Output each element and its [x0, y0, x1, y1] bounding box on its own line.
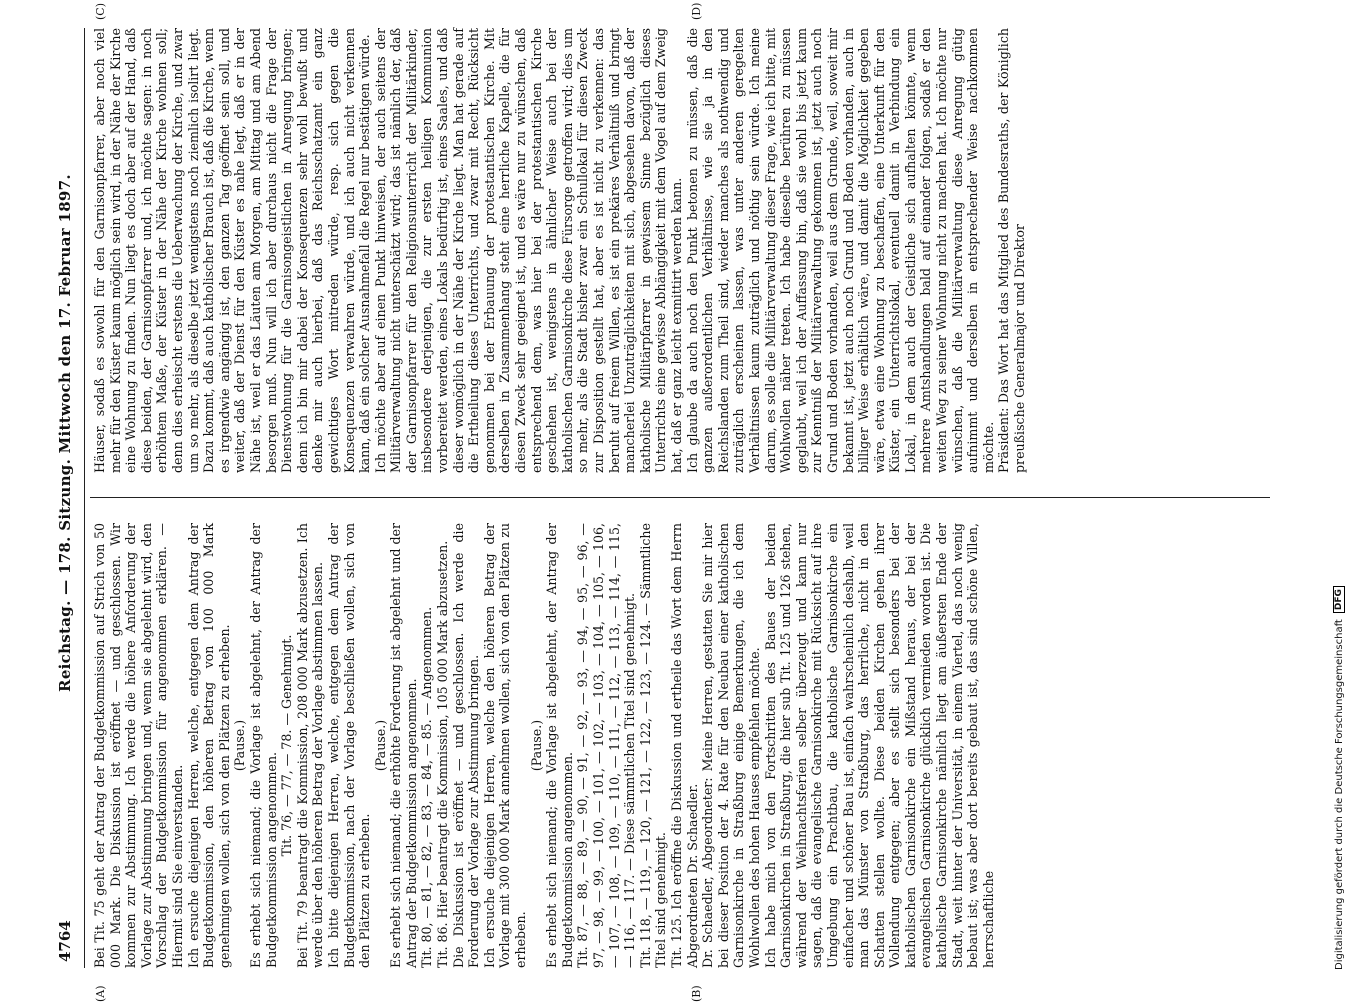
pause-note: (Pause.) — [372, 719, 388, 772]
paragraph: Es erhebt sich niemand; die Vorlage ist abgelehnt, der Antrag der Budgetkommission angenommen. — [247, 523, 279, 968]
speech-paragraph: Ich möchte aber auf einen Punkt hinweisen, der auch seitens der Militärverwaltung nicht unterschätzt wird; das ist nämlich der, daß der Garnisonpfarrer für den Religionsunterricht der Militärkinder, insbesondere derjenigen, die zur ersten heiligen Kommunion vorbereitet werden, eines Lokals bedürftig ist, eines Saales, und daß dieser womöglich in der Nähe der Kirche liegt. Man hat gerade auf die Ertheilung dieses Unterrichts, und zwar mit Recht, Rücksicht genommen bei der Erbauung der protestantischen Kirche. Mit derselben in Zusammenhang steht eine herrliche Kapelle, die für diesen Zweck sehr geeignet ist, und es wäre nur zu wünschen, daß entsprechend dem, was hier bei der protestantischen Kirche geschehen ist, wenigstens in ähnlicher Weise auch bei der katholischen Garnisonkirche diese Fürsorge getroffen wird; dies um so mehr, als die Stadt bisher zwar ein Schullokal für diesen Zweck zur Disposition gestellt hat, aber es ist nicht zu verkennen: das beruht auf freiem Willen, es ist ein prekäres Verhältniß und bringt mancherlei Unzuträglichkeiten mit sich, abgesehen davon, daß der katholische Militärpfarrer in gewissem Sinne bezüglich dieses Unterrichts eine gewisse Abhängigkeit mit dem Vogel auf dem Zweig hat, daß er ganz leicht exmittirt werden kann. — [372, 28, 684, 473]
digitization-note — [1327, 10, 1351, 990]
page-number: 4764 — [56, 920, 74, 962]
pause-note: (Pause.) — [232, 719, 248, 772]
column-divider — [90, 497, 1270, 498]
running-title: Reichstag. — 178. Sitzung. Mittwoch den 17. Februar 1897. — [56, 174, 74, 692]
margin-marker-d: (D) — [690, 2, 703, 20]
left-column — [92, 523, 996, 968]
right-column — [92, 28, 1028, 473]
paragraph: Tit. 76, — 77, — 78. — Genehmigt. — [279, 634, 295, 857]
digitization-credit: Digitalisierung gefördert durch die Deutsche Forschungsgemeinschaft — [1333, 619, 1345, 970]
paragraph: Bei Tit. 75 geht der Antrag der Budgetkommission auf Strich von 50 000 Mark. Die Diskussion ist eröffnet — und geschlossen. Wir kommen zur Abstimmung. Ich werde die höhere Anforderung der Vorlage zur Abstimmung bringen und, wenn sie abgelehnt wird, den Vorschlag der Budgetkommission für angenommen erklären. — Hiermit sind Sie einverstanden. — [92, 523, 185, 968]
margin-marker-c: (C) — [94, 3, 107, 20]
margin-marker-b: (B) — [690, 985, 703, 1002]
header-rule — [84, 28, 85, 968]
paragraph: Es erhebt sich niemand; die Vorlage ist abgelehnt, der Antrag der Budgetkommission angenommen. — [544, 523, 575, 968]
president-paragraph: Präsident: Das Wort hat das Mitglied des Bundesraths, der Königlich preußische Generalmajor und Direktor — [996, 28, 1028, 473]
paragraph: Ich ersuche diejenigen Herren, welche, entgegen dem Antrag der Budgetkommission, den höheren Betrag von 100 000 Mark genehmigen wollen, sich von den Plätzen zu erheben. — [185, 523, 232, 968]
paragraph: Tit. 80, — 81, — 82, — 83, — 84, — 85. — Angenommen. — [419, 606, 435, 968]
pause-note: (Pause.) — [528, 719, 544, 772]
margin-marker-a: (A) — [94, 985, 107, 1002]
paragraph: Ich ersuche diejenigen Herren, welche den höheren Betrag der Vorlage mit 300 000 Mark annehmen wollen, sich von den Plätzen zu erheben. — [481, 523, 529, 968]
paragraph: Ich bitte diejenigen Herren, welche, entgegen dem Antrag der Budgetkommission, nach der Vorlage beschließen wollen, sich von den Plätzen zu erheben. — [325, 523, 373, 968]
paragraph: Es erhebt sich niemand; die erhöhte Forderung ist abgelehnt und der Antrag der Budgetkommission angenommen. — [388, 523, 419, 968]
paragraph: Bei Tit. 79 beantragt die Kommission, 208 000 Mark abzusetzen. Ich werde über den höheren Betrag der Vorlage abstimmen lassen. — [294, 523, 326, 968]
speech-paragraph: Ich glaube da auch noch den Punkt betonen zu müssen, daß die ganzen außerordentlichen Verhältnisse, wie sie ja in den Reichslanden zum Theil sind, wieder manches als nothwendig und zuträglich erscheinen lassen, was unter anderen geregelten Verhältnissen kaum zuträglich und nöthig sein würde. Ich meine darum, es solle die Militärverwaltung dieser Frage, wie ich bitte, mit Wohlwollen näher treten. Ich habe dieselbe berühren zu müssen geglaubt, weil ich der Auffassung bin, daß sie wohl bis jetzt kaum zur Kenntniß der Militärverwaltung gekommen ist, jetzt auch noch Grund und Boden vorhanden, weil aus dem Grunde, weil, soweit mir bekannt ist, jetzt auch noch Grund und Boden vorhanden, auch in billiger Weise erhältlich wäre, und damit die Möglichkeit gegeben wäre, etwa eine Wohnung zu beschaffen, eine Unterkunft für den Küster, ein Unterrichtslokal, eventuell damit in Verbindung ein Lokal, in dem auch der Geistliche sich aufhalten könnte, wenn mehrere Amtshandlungen bald auf einander folgen, sodaß er den weiten Weg zu seiner Wohnung nicht zu machen hat. Ich möchte nur wünschen, daß die Militärverwaltung diese Anregung gütig aufnimmt und derselben in entsprechender Weise nachkommen möchte. — [684, 28, 996, 473]
page-header — [50, 28, 84, 968]
paragraph: Tit. 125. Ich eröffne die Diskussion und ertheile das Wort dem Herrn Abgeordneten Dr. Schaedler. — [668, 523, 700, 968]
paragraph: Tit. 118, — 119, — 120, — 121, — 122, — 123, — 124. — Sämmtliche Titel sind genehmigt. — [637, 523, 669, 968]
paragraph: Die Diskussion ist eröffnet — und geschlossen. Ich werde die Forderung der Vorlage zur Abstimmung bringen. — [450, 523, 482, 968]
speech-paragraph: Dr. Schaedler, Abgeordneter: Meine Herren, gestatten Sie mir hier bei dieser Position der 4. Rate für den Neubau einer katholischen Garnisonkirche in Straßburg einige Bemerkungen, die ich dem Wohlwollen des hohen Hauses empfehlen möchte. — [700, 523, 762, 968]
rotated-content — [50, 2, 1280, 1002]
speech-paragraph: Ich habe mich von den Fortschritten des Baues der beiden Garnisonkirchen in Straßburg, die hier sub Tit. 125 und 126 stehen, während der Weihnachtsferien selber überzeugt und kann nur sagen, daß die evangelische Garnisonkirche mit Rücksicht auf ihre Umgebung ein Prachtbau, die katholische Garnisonkirche ein einfacher und schöner Bau ist, einfach wahrscheinlich deshalb, weil man das Münster von Straßburg, das herrliche, nicht in den Schatten stellen wollte. Diese beiden Kirchen gehen ihrer Vollendung entgegen; aber es stellt sich besonders bei der katholischen Garnisonkirche ein Mißstand heraus, der bei der evangelischen Garnisonkirche glücklich vermieden worden ist. Die katholische Garnisonkirche nämlich liegt am äußersten Ende der Stadt, weit hinter der Universität, in einem Viertel, das noch wenig bebaut ist; was aber dort bereits gebaut ist, das sind schöne Villen, herrschaftliche — [762, 523, 996, 968]
paragraph: Tit. 87, — 88, — 89, — 90, — 91, — 92, — 93, — 94, — 95, — 96, — 97, — 98, — 99, — 100, — 101, — 102, — 103, — 104, — 105, — 106, — 107, — 108, — 109, — 110, — 111, — 112, — 113, — 114, — 115, — 116, — 117. — Diese sämmtlichen Titel sind genehmigt. — [575, 523, 638, 968]
speech-paragraph: Häuser, sodaß es sowohl für den Garnisonpfarrer, aber noch viel mehr für den Küster kaum möglich sein wird, in der Nähe der Kirche eine Wohnung zu finden. Nun liegt es doch aber auf der Hand, daß diese beiden, der Garnisonpfarrer und, ich möchte sagen: in noch erhöhtem Maße, der Küster in der Nähe der Kirche wohnen soll; denn dies erheischt erstens die Ueberwachung der Kirche, und zwar um so mehr, als dieselbe jetzt wenigstens noch ziemlich isolirt liegt. Dazu kommt, daß auch katholischer Brauch ist, daß die Kirche, wenn es irgendwie angängig ist, den ganzen Tag geöffnet sein soll, und weiter, daß der Dienst für den Küster es nahe legt, daß er in der Nähe ist, weil er das Läuten am Morgen, am Mittag und am Abend besorgen muß. Nun will ich aber durchaus nicht die Frage der Dienstwohnung für die Garnisongeistlichen in Anregung bringen; denn ich bin mir dabei der Konsequenzen sehr wohl bewußt und denke mir auch hierbei, daß das Reichsschatzamt ein ganz gewichtiges Wort mitreden würde, resp. sich gegen die Konsequenzen verwahren würde, und ich auch nicht verkennen kann, daß ein solcher Ausnahmefall die Regel nur bestätigen würde. — [92, 28, 373, 473]
paragraph: Tit. 86. Hier beantragt die Kommission, 105 000 Mark abzusetzen. — [435, 540, 451, 968]
dfg-logo: DFG — [1333, 586, 1345, 613]
